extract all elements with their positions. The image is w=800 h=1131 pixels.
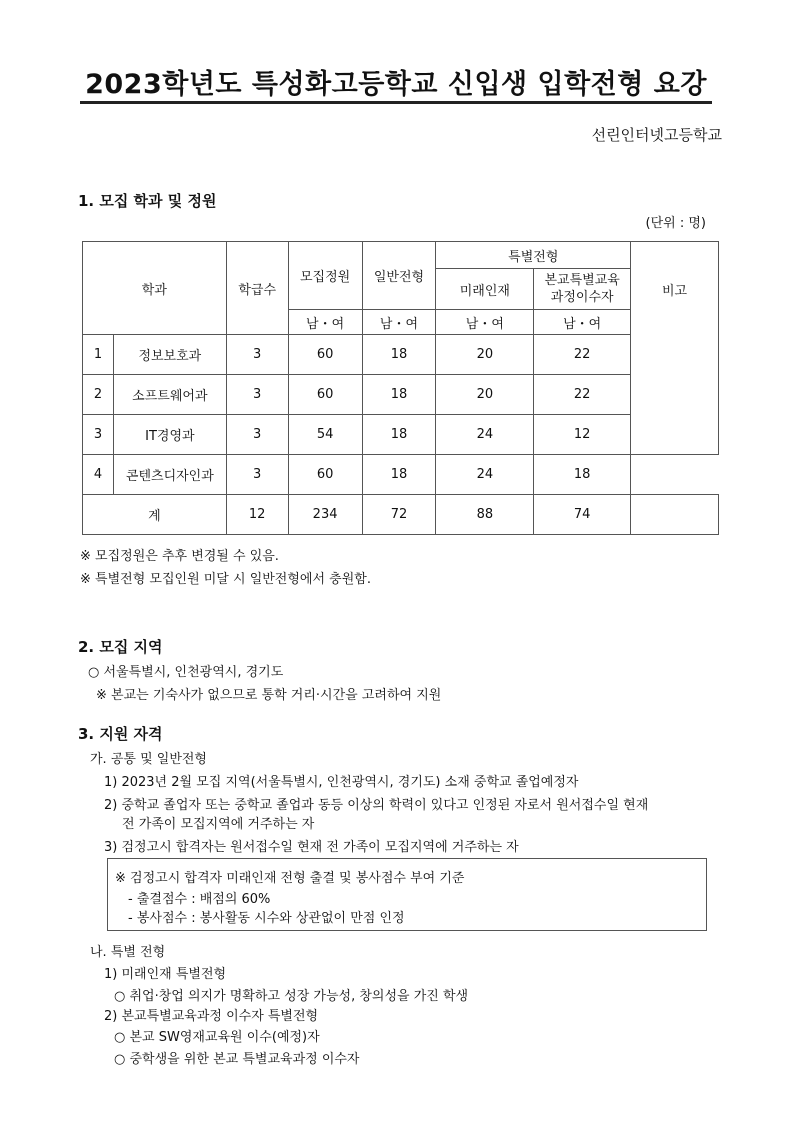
special-track-detail: ○ 본교 SW영재교육원 이수(예정)자	[114, 1030, 320, 1045]
row-no: 4	[83, 455, 114, 495]
row-classes: 3	[226, 415, 288, 455]
page-title: 2023학년도 특성화고등학교 신입생 입학전형 요강	[85, 69, 707, 100]
row-quota: 60	[288, 375, 362, 415]
ged-criteria-title: ※ 검정고시 합격자 미래인재 전형 출결 및 봉사점수 부여 기준	[115, 871, 465, 886]
total-remarks	[631, 495, 719, 535]
total-label: 계	[83, 495, 227, 535]
gender-label: 남・여	[436, 310, 534, 335]
row-general: 18	[362, 415, 436, 455]
row-general: 18	[362, 335, 436, 375]
section-3-heading: 3. 지원 자격	[78, 725, 163, 743]
quota-table	[82, 241, 719, 535]
school-name: 선린인터넷고등학교	[591, 126, 722, 144]
section-1-heading: 1. 모집 학과 및 정원	[78, 192, 217, 210]
header-quota: 모집정원	[288, 242, 362, 310]
table-row	[83, 375, 719, 415]
row-school-course: 22	[534, 375, 631, 415]
row-school-course: 18	[534, 455, 631, 495]
row-school-course: 12	[534, 415, 631, 455]
ged-volunteer-score: - 봉사점수 : 봉사활동 시수와 상관없이 만점 인정	[128, 911, 405, 926]
row-quota: 54	[288, 415, 362, 455]
row-future: 24	[436, 415, 534, 455]
total-classes: 12	[226, 495, 288, 535]
special-track-detail: ○ 중학생을 위한 본교 특별교육과정 이수자	[114, 1052, 360, 1067]
qualification-item: 2) 중학교 졸업자 또는 중학교 졸업과 동등 이상의 학력이 있다고 인정된 자로서 원서접수일 현재	[104, 798, 649, 813]
subsection-ga-title: 가. 공통 및 일반전형	[90, 752, 207, 767]
gender-label: 남・여	[362, 310, 436, 335]
header-classes: 학급수	[226, 242, 288, 335]
row-classes: 3	[226, 455, 288, 495]
total-future: 88	[436, 495, 534, 535]
table-row	[83, 335, 719, 375]
qualification-item: 3) 검정고시 합격자는 원서접수일 현재 전 가족이 모집지역에 거주하는 자	[104, 840, 519, 855]
row-dept: 정보보호과	[113, 335, 226, 375]
special-track-detail: ○ 취업·창업 의지가 명확하고 성장 가능성, 창의성을 가진 학생	[114, 989, 469, 1004]
header-remarks: 비고	[631, 242, 719, 455]
row-school-course: 22	[534, 335, 631, 375]
subsection-na-title: 나. 특별 전형	[90, 945, 166, 960]
table-total-row	[83, 495, 719, 535]
gender-label: 남・여	[288, 310, 362, 335]
row-future: 20	[436, 375, 534, 415]
row-quota: 60	[288, 335, 362, 375]
row-future: 20	[436, 335, 534, 375]
header-future: 미래인재	[436, 269, 534, 310]
special-track-item: 1) 미래인재 특별전형	[104, 967, 227, 982]
table-row	[83, 455, 719, 495]
row-dept: 콘텐츠디자인과	[113, 455, 226, 495]
note-special-fill: ※ 특별전형 모집인원 미달 시 일반전형에서 충원함.	[80, 572, 371, 587]
total-quota: 234	[288, 495, 362, 535]
row-classes: 3	[226, 335, 288, 375]
row-dept: IT경영과	[113, 415, 226, 455]
row-dept: 소프트웨어과	[113, 375, 226, 415]
header-school-course: 본교특별교육 과정이수자	[534, 269, 631, 310]
total-school-course: 74	[534, 495, 631, 535]
gender-label: 남・여	[534, 310, 631, 335]
header-special: 특별전형	[436, 242, 631, 269]
note-quota-change: ※ 모집정원은 추후 변경될 수 있음.	[80, 549, 279, 564]
title-underline	[80, 101, 712, 104]
ged-attendance-score: - 출결점수 : 배점의 60%	[128, 892, 271, 907]
qualification-item-continued: 전 가족이 모집지역에 거주하는 자	[122, 817, 315, 832]
row-quota: 60	[288, 455, 362, 495]
qualification-item: 1) 2023년 2월 모집 지역(서울특별시, 인천광역시, 경기도) 소재 중학교 졸업예정자	[104, 775, 579, 790]
row-no: 3	[83, 415, 114, 455]
row-no: 1	[83, 335, 114, 375]
header-general: 일반전형	[362, 242, 436, 310]
region-list: ○ 서울특별시, 인천광역시, 경기도	[88, 665, 284, 680]
section-2-heading: 2. 모집 지역	[78, 638, 163, 656]
total-general: 72	[362, 495, 436, 535]
header-dept: 학과	[83, 242, 227, 335]
row-general: 18	[362, 455, 436, 495]
table-row	[83, 415, 719, 455]
row-general: 18	[362, 375, 436, 415]
region-note: ※ 본교는 기숙사가 없으므로 통학 거리·시간을 고려하여 지원	[96, 688, 442, 703]
special-track-item: 2) 본교특별교육과정 이수자 특별전형	[104, 1009, 319, 1024]
unit-label: (단위 : 명)	[645, 216, 706, 231]
row-future: 24	[436, 455, 534, 495]
row-no: 2	[83, 375, 114, 415]
row-classes: 3	[226, 375, 288, 415]
